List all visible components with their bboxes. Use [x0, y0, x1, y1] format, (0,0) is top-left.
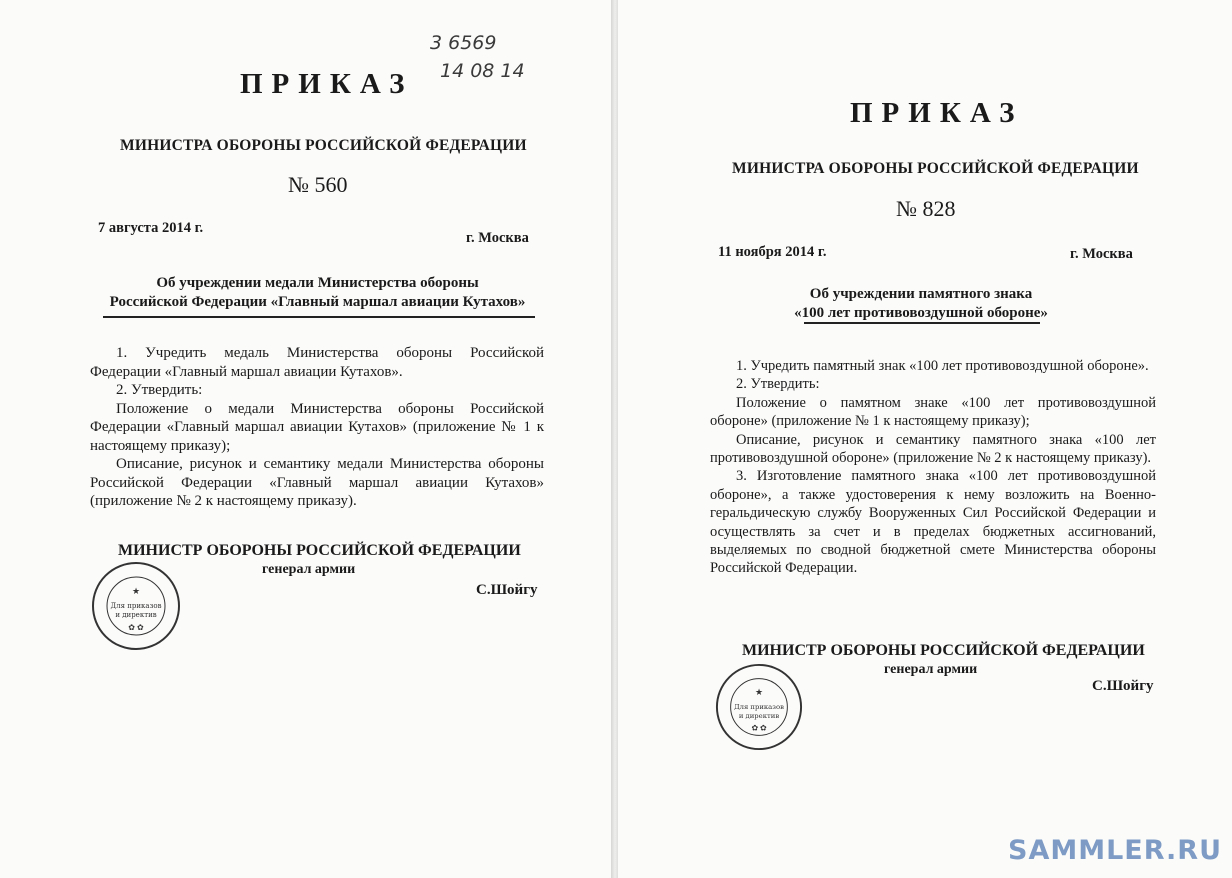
paragraph-5: 3. Изготовление памятного знака «100 лет противовоздушной обороне», а также удостоверения к нему возложить на Военно-геральдическую службу Вооруженных Сил Российской Федерации и осуществлять за счет и в пределах бюджетных ассигнований, выделяемых по сводной бюджетной смете Министерства обороны Российской Федерации. [710, 468, 1156, 577]
order-number: № 560 [288, 172, 348, 197]
paragraph-3: Положение о медали Министерства обороны Российской Федерации «Главный маршал авиации Кутахов» (приложение № 1 к настоящему приказу); [90, 400, 544, 454]
left-document-page [0, 0, 612, 878]
order-body [710, 357, 1156, 578]
signature-title: МИНИСТР ОБОРОНЫ РОССИЙСКОЙ ФЕДЕРАЦИИ [742, 642, 1145, 659]
title-line-2: Российской Федерации «Главный маршал авиации Кутахов» [109, 294, 526, 310]
site-watermark: SAMMLER.RU [1008, 835, 1222, 866]
signature-rank: генерал армии [262, 562, 356, 577]
order-date: 7 августа 2014 г. [98, 220, 204, 236]
handwritten-registration-number: 3 6569 [430, 32, 497, 54]
signature-rank: генерал армии [884, 662, 978, 677]
order-city: г. Москва [466, 230, 529, 246]
ministry-line: МИНИСТРА ОБОРОНЫ РОССИЙСКОЙ ФЕДЕРАЦИИ [732, 160, 1139, 177]
stamp-center-text-2: и директив [738, 711, 780, 720]
official-stamp-icon [714, 662, 804, 752]
order-city: г. Москва [1070, 246, 1133, 262]
paragraph-1: 1. Учредить памятный знак «100 лет противовоздушной обороне». [736, 358, 1149, 374]
paragraph-2: 2. Утвердить: [736, 376, 820, 393]
svg-text:✿ ✿: ✿ ✿ [128, 623, 144, 632]
handwritten-registration-date: 14 08 14 [440, 60, 525, 82]
svg-text:✿ ✿: ✿ ✿ [751, 723, 767, 733]
stamp-center-text-1: Для приказов [110, 602, 162, 610]
svg-text:★: ★ [755, 687, 763, 698]
order-body [90, 344, 544, 511]
signature-name: С.Шойгу [1092, 678, 1154, 694]
order-number: № 828 [896, 196, 956, 221]
paragraph-3: Положение о памятном знаке «100 лет противовоздушной обороне» (приложение № 1 к настоящему приказу); [710, 394, 1156, 430]
paragraph-2: 2. Утвердить: [116, 382, 203, 398]
svg-text:★: ★ [131, 586, 141, 596]
order-date: 11 ноября 2014 г. [718, 244, 827, 260]
ministry-line: МИНИСТРА ОБОРОНЫ РОССИЙСКОЙ ФЕДЕРАЦИИ [120, 137, 527, 154]
title-line-2: «100 лет противовоздушной обороне» [794, 305, 1048, 321]
title-underline [103, 316, 535, 318]
signature-title: МИНИСТР ОБОРОНЫ РОССИЙСКОЙ ФЕДЕРАЦИИ [118, 542, 521, 559]
stamp-center-text-2: и директив [115, 611, 157, 619]
title-line-1: Об учреждении памятного знака [809, 286, 1033, 302]
document-heading: ПРИКАЗ [850, 97, 1024, 129]
order-title [768, 285, 1074, 323]
official-stamp-icon [90, 560, 182, 652]
paragraph-1: 1. Учредить медаль Министерства обороны Российской Федерации «Главный маршал авиации Кутахов». [90, 345, 544, 380]
right-document-page [618, 0, 1232, 878]
order-title [90, 274, 545, 312]
document-heading: ПРИКАЗ [240, 68, 414, 100]
paragraph-4: Описание, рисунок и семантику медали Министерства обороны Российской Федерации «Главный маршал авиации Кутахов» (приложение № 2 к настоящему приказу). [90, 456, 544, 509]
signature-name: С.Шойгу [476, 582, 538, 598]
stamp-center-text-1: Для приказов [734, 702, 784, 711]
title-line-1: Об учреждении медали Министерства обороны [156, 275, 479, 291]
paragraph-4: Описание, рисунок и семантику памятного знака «100 лет противовоздушной обороне» (приложение № 2 к настоящему приказу). [710, 431, 1156, 467]
title-underline [804, 322, 1040, 324]
